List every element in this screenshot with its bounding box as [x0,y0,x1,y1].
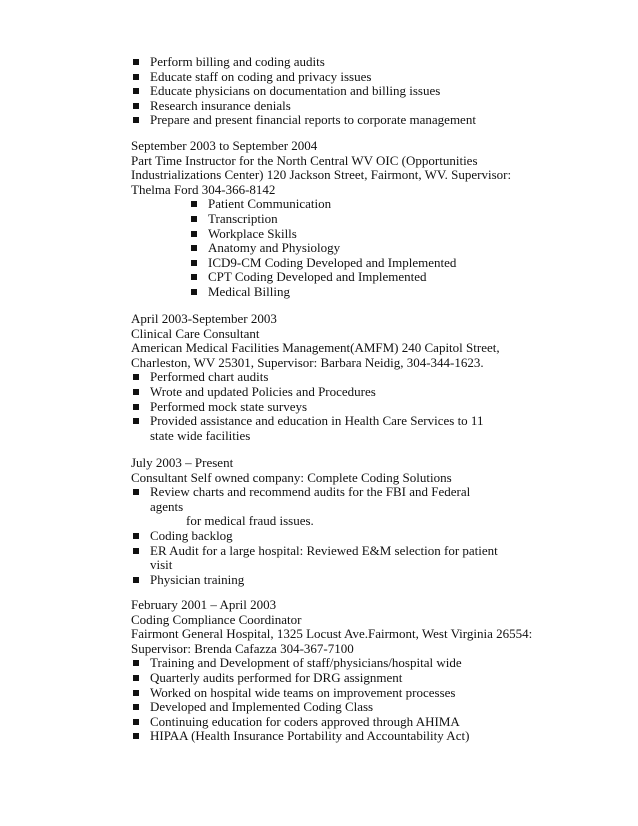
list-item: visit [150,557,173,573]
list-item: Coding backlog [131,529,611,544]
list-item: Training and Development of staff/physicians/hospital wide [131,656,611,671]
list-item: Research insurance denials [131,99,611,114]
job-description-line: Industrializations Center) 120 Jackson Street, Fairmont, WV. Supervisor: [131,167,512,183]
bullet-square-icon [133,418,139,424]
job-dates: July 2003 – Present [131,455,234,470]
list-item: Continuing education for coders approved through AHIMA [131,715,611,730]
list-item: CPT Coding Developed and Implemented [189,270,611,285]
bullet-square-icon [133,719,139,725]
list-item: agents [150,498,184,514]
list-item: Wrote and updated Policies and Procedures [131,385,611,400]
bullet-square-icon [133,675,139,681]
bullet-square-icon [133,704,139,710]
bullet-square-icon [133,690,139,696]
bullet-square-icon [133,59,139,65]
bullet-square-icon [191,216,197,222]
top-bullet-list [131,55,611,128]
job-entry-amfm [131,312,611,443]
bullet-square-icon [133,489,139,495]
list-item: HIPAA (Health Insurance Portability and Accountability Act) [131,729,611,744]
bullet-square-icon [133,103,139,109]
job-description-line: American Medical Facilities Management(AMFM) 240 Capitol Street, [131,340,500,356]
list-item: Educate staff on coding and privacy issues [131,70,611,85]
bullet-square-icon [133,117,139,123]
list-item: Educate physicians on documentation and billing issues [131,84,611,99]
bullet-square-icon [191,274,197,280]
bullet-square-icon [133,660,139,666]
bullet-square-icon [191,260,197,266]
job-entry-oic [131,139,611,300]
list-item: Developed and Implemented Coding Class [131,700,611,715]
bullet-square-icon [133,548,139,554]
bullet-square-icon [133,404,139,410]
job-description-line: Thelma Ford 304-366-8142 [131,181,276,197]
job-duties-list [131,656,611,744]
list-item: ER Audit for a large hospital: Reviewed E&M selection for patient [131,544,611,559]
job-dates: September 2003 to September 2004 [131,138,318,153]
list-item: Workplace Skills [189,227,611,242]
job-duties-list [131,529,611,587]
job-description-line: Charleston, WV 25301, Supervisor: Barbara Neidig, 304-344-1623. [131,354,484,370]
bullet-square-icon [191,201,197,207]
top-bullet-section [131,55,611,128]
bullet-square-icon [133,533,139,539]
list-item: Worked on hospital wide teams on improvement processes [131,686,611,701]
job-entry-fairmont-general [131,598,611,744]
bullet-square-icon [191,231,197,237]
bullet-square-icon [133,389,139,395]
bullet-square-icon [133,733,139,739]
job-dates: April 2003-September 2003 [131,311,277,326]
job-entry-consultant [131,456,611,587]
bullet-square-icon [133,88,139,94]
job-title: Coding Compliance Coordinator [131,611,302,627]
job-duties-list [189,197,611,299]
job-dates: February 2001 – April 2003 [131,597,277,612]
bullet-square-icon [133,577,139,583]
list-item: Performed mock state surveys [131,400,611,415]
list-item: ICD9-CM Coding Developed and Implemented [189,256,611,271]
list-item: Anatomy and Physiology [189,241,611,256]
list-item: Provided assistance and education in Health Care Services to 11 [131,414,611,429]
job-description-line: for medical fraud issues. [186,513,314,529]
list-item: Prepare and present financial reports to corporate management [131,113,611,128]
list-item: Transcription [189,212,611,227]
list-item: Physician training [131,573,611,588]
job-title: Clinical Care Consultant [131,325,260,341]
bullet-square-icon [191,245,197,251]
job-title: Consultant Self owned company: Complete Coding Solutions [131,469,452,485]
bullet-square-icon [133,374,139,380]
list-item: Performed chart audits [131,370,611,385]
list-item: Medical Billing [189,285,611,300]
list-item: state wide facilities [150,427,251,443]
list-item: Perform billing and coding audits [131,55,611,70]
job-description-line: Supervisor: Brenda Cafazza 304-367-7100 [131,640,354,656]
list-item: Review charts and recommend audits for the FBI and Federal [131,485,611,500]
job-duties-list [131,370,611,443]
job-description-line: Fairmont General Hospital, 1325 Locust Ave.Fairmont, West Virginia 26554: [131,626,533,642]
bullet-square-icon [191,289,197,295]
bullet-square-icon [133,74,139,80]
job-description-line: Part Time Instructor for the North Central WV OIC (Opportunities [131,152,478,168]
list-item: Patient Communication [189,197,611,212]
list-item: Quarterly audits performed for DRG assignment [131,671,611,686]
job-duties-list [131,485,611,514]
